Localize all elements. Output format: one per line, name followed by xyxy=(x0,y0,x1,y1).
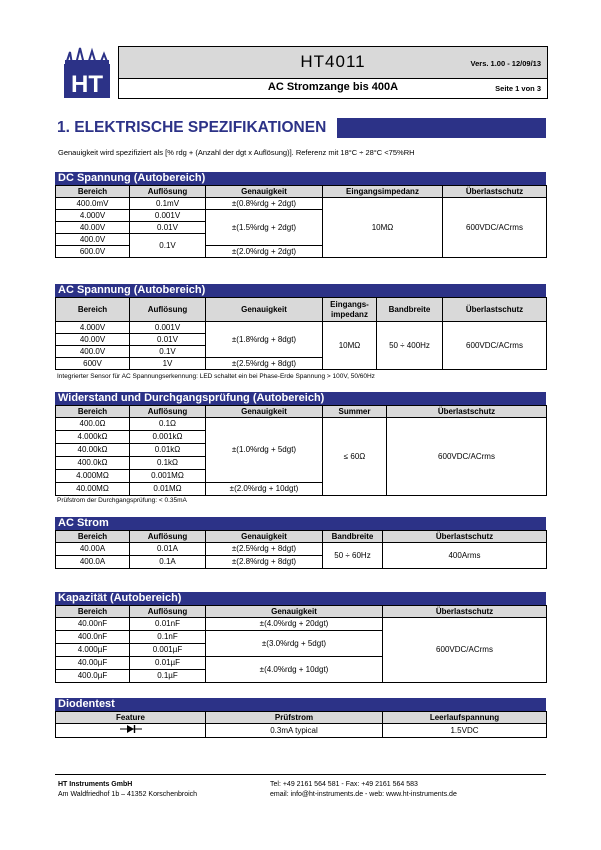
cap-title: Kapazität (Autobereich) xyxy=(55,592,546,605)
footer-divider xyxy=(55,774,546,775)
aca-table xyxy=(55,530,547,569)
header-box xyxy=(118,46,548,99)
table-cell: 40.00V xyxy=(56,222,130,234)
model-title: HT4011 xyxy=(300,52,366,71)
table-cell: ±(2.8%rdg + 8dgt) xyxy=(206,556,323,569)
dcv-header-accuracy: Genauigkeit xyxy=(206,186,323,198)
diode-header-current: Prüfstrom xyxy=(206,712,383,724)
table-cell: 0.01µF xyxy=(130,657,206,670)
diode-table xyxy=(55,711,547,738)
table-cell: 4.000µF xyxy=(56,644,130,657)
acv-header-resolution: Auflösung xyxy=(130,298,206,322)
table-cell: 400.0V xyxy=(56,234,130,246)
ht-logo xyxy=(62,46,112,98)
table-cell: 600V xyxy=(56,358,130,370)
table-cell: 40.00A xyxy=(56,543,130,556)
cap-header-protection: Überlastschutz xyxy=(383,606,547,618)
table-cell: 4.000MΩ xyxy=(56,470,130,483)
cap-header-range: Bereich xyxy=(56,606,130,618)
aca-title: AC Strom xyxy=(55,517,546,530)
table-cell: 0.1mV xyxy=(130,198,206,210)
acv-impedance: 10MΩ xyxy=(323,322,377,370)
ohm-header-range: Bereich xyxy=(56,406,130,418)
ohm-protection: 600VDC/ACrms xyxy=(387,418,547,496)
table-cell: ±(0.8%rdg + 2dgt) xyxy=(206,198,323,210)
dcv-header-impedance: Eingangsimpedanz xyxy=(323,186,443,198)
aca-header-range: Bereich xyxy=(56,531,130,543)
aca-protection: 400Arms xyxy=(383,543,547,569)
aca-header-bandwidth: Bandbreite xyxy=(323,531,383,543)
table-cell: ±(2.5%rdg + 8dgt) xyxy=(206,358,323,370)
logo-text: HT xyxy=(71,71,103,98)
header-subtitle-row xyxy=(119,79,547,98)
ohm-header-buzzer: Summer xyxy=(323,406,387,418)
table-cell: 0.01MΩ xyxy=(130,483,206,496)
table-cell: ±(4.0%rdg + 20dgt) xyxy=(206,618,383,631)
acv-header-protection: Überlastschutz xyxy=(443,298,547,322)
acv-bandwidth: 50 ÷ 400Hz xyxy=(377,322,443,370)
table-cell: 400.0A xyxy=(56,556,130,569)
table-cell: ±(1.5%rdg + 2dgt) xyxy=(206,210,323,246)
diode-symbol-cell xyxy=(56,724,206,738)
acv-header-accuracy: Genauigkeit xyxy=(206,298,323,322)
page-number: Seite 1 von 3 xyxy=(495,84,541,93)
diode-current: 0.3mA typical xyxy=(206,724,383,738)
acv-header-bandwidth: Bandbreite xyxy=(377,298,443,322)
diode-header-feature: Feature xyxy=(56,712,206,724)
dcv-table xyxy=(55,185,547,258)
table-cell: 600.0V xyxy=(56,246,130,258)
diode-icon xyxy=(120,724,142,734)
footer-phone: Tel: +49 2161 564 581 - Fax: +49 2161 564 583 xyxy=(270,781,418,788)
dcv-header-protection: Überlastschutz xyxy=(443,186,547,198)
table-cell: 400.0mV xyxy=(56,198,130,210)
table-cell: 40.00V xyxy=(56,334,130,346)
diode-header-voltage: Leerlaufspannung xyxy=(383,712,547,724)
ohm-note: Prüfstrom der Durchgangsprüfung: < 0.35mA xyxy=(57,497,187,504)
table-cell: 4.000kΩ xyxy=(56,431,130,444)
subtitle: AC Stromzange bis 400A xyxy=(267,81,399,93)
table-cell: 0.01V xyxy=(130,222,206,234)
acv-protection: 600VDC/ACrms xyxy=(443,322,547,370)
ohm-header-resolution: Auflösung xyxy=(130,406,206,418)
acv-header-range: Bereich xyxy=(56,298,130,322)
aca-header-protection: Überlastschutz xyxy=(383,531,547,543)
accuracy-note: Genauigkeit wird spezifiziert als [% rdg + (Anzahl der dgt x Auflösung)]. Referenz mit 18°C ÷ 28°C <75%RH xyxy=(58,148,415,157)
table-cell: 0.1µF xyxy=(130,670,206,683)
table-cell: 0.001µF xyxy=(130,644,206,657)
table-cell: ±(2.5%rdg + 8dgt) xyxy=(206,543,323,556)
aca-header-resolution: Auflösung xyxy=(130,531,206,543)
table-cell: 40.00nF xyxy=(56,618,130,631)
version-label: Vers. 1.00 - 12/09/13 xyxy=(470,59,541,68)
table-cell: 0.01nF xyxy=(130,618,206,631)
table-cell: 0.1Ω xyxy=(130,418,206,431)
table-cell: ±(1.0%rdg + 5dgt) xyxy=(206,418,323,483)
table-cell: 0.1V xyxy=(130,234,206,258)
table-cell: 400.0kΩ xyxy=(56,457,130,470)
table-cell: 400.0Ω xyxy=(56,418,130,431)
cap-table xyxy=(55,605,547,683)
ohm-buzzer: ≤ 60Ω xyxy=(323,418,387,496)
table-cell: 0.001V xyxy=(130,322,206,334)
footer-email: email: info@ht-instruments.de - web: www.ht-instruments.de xyxy=(270,791,457,798)
dcv-title: DC Spannung (Autobereich) xyxy=(55,172,546,185)
table-cell: ±(4.0%rdg + 10dgt) xyxy=(206,657,383,683)
table-cell: ±(2.0%rdg + 10dgt) xyxy=(206,483,323,496)
diode-title: Diodentest xyxy=(55,698,546,711)
footer-address: Am Waldfriedhof 1b – 41352 Korschenbroich xyxy=(58,791,198,798)
table-cell: ±(1.8%rdg + 8dgt) xyxy=(206,322,323,358)
cap-protection: 600VDC/ACrms xyxy=(383,618,547,683)
header-model-row xyxy=(119,47,547,79)
diode-voltage: 1.5VDC xyxy=(383,724,547,738)
table-cell: 0.1V xyxy=(130,346,206,358)
acv-title: AC Spannung (Autobereich) xyxy=(55,284,546,297)
dcv-header-resolution: Auflösung xyxy=(130,186,206,198)
table-cell: 0.01kΩ xyxy=(130,444,206,457)
ohm-title: Widerstand und Durchgangsprüfung (Autobereich) xyxy=(55,392,546,405)
table-cell: 0.1nF xyxy=(130,631,206,644)
ohm-table xyxy=(55,405,547,496)
table-cell: 400.0nF xyxy=(56,631,130,644)
cap-header-resolution: Auflösung xyxy=(130,606,206,618)
table-cell: ±(3.0%rdg + 5dgt) xyxy=(206,631,383,657)
table-cell: 40.00µF xyxy=(56,657,130,670)
table-cell: 0.001V xyxy=(130,210,206,222)
table-cell: 40.00kΩ xyxy=(56,444,130,457)
table-cell: ±(2.0%rdg + 2dgt) xyxy=(206,246,323,258)
table-cell: 400.0V xyxy=(56,346,130,358)
table-cell: 0.1A xyxy=(130,556,206,569)
table-cell: 1V xyxy=(130,358,206,370)
table-cell: 0.1kΩ xyxy=(130,457,206,470)
table-cell: 0.01A xyxy=(130,543,206,556)
aca-header-accuracy: Genauigkeit xyxy=(206,531,323,543)
table-cell: 0.001MΩ xyxy=(130,470,206,483)
dcv-header-range: Bereich xyxy=(56,186,130,198)
table-cell: 4.000V xyxy=(56,210,130,222)
table-cell: 40.00MΩ xyxy=(56,483,130,496)
acv-note: Integrierter Sensor für AC Spannungserkennung: LED schaltet ein bei Phase-Erde Spannung > 100V, 50/60Hz xyxy=(57,373,375,380)
footer-company: HT Instruments GmbH xyxy=(58,781,133,788)
table-cell: 4.000V xyxy=(56,322,130,334)
ohm-header-protection: Überlastschutz xyxy=(387,406,547,418)
aca-bandwidth: 50 ÷ 60Hz xyxy=(323,543,383,569)
acv-table xyxy=(55,297,547,370)
section-title: 1. ELEKTRISCHE SPEZIFIKATIONEN xyxy=(57,119,327,136)
dcv-impedance: 10MΩ xyxy=(323,198,443,258)
table-cell: 400.0µF xyxy=(56,670,130,683)
table-cell: 0.001kΩ xyxy=(130,431,206,444)
cap-header-accuracy: Genauigkeit xyxy=(206,606,383,618)
acv-header-impedance: Eingangs-impedanz xyxy=(323,298,377,322)
dcv-protection: 600VDC/ACrms xyxy=(443,198,547,258)
ohm-header-accuracy: Genauigkeit xyxy=(206,406,323,418)
table-cell: 0.01V xyxy=(130,334,206,346)
